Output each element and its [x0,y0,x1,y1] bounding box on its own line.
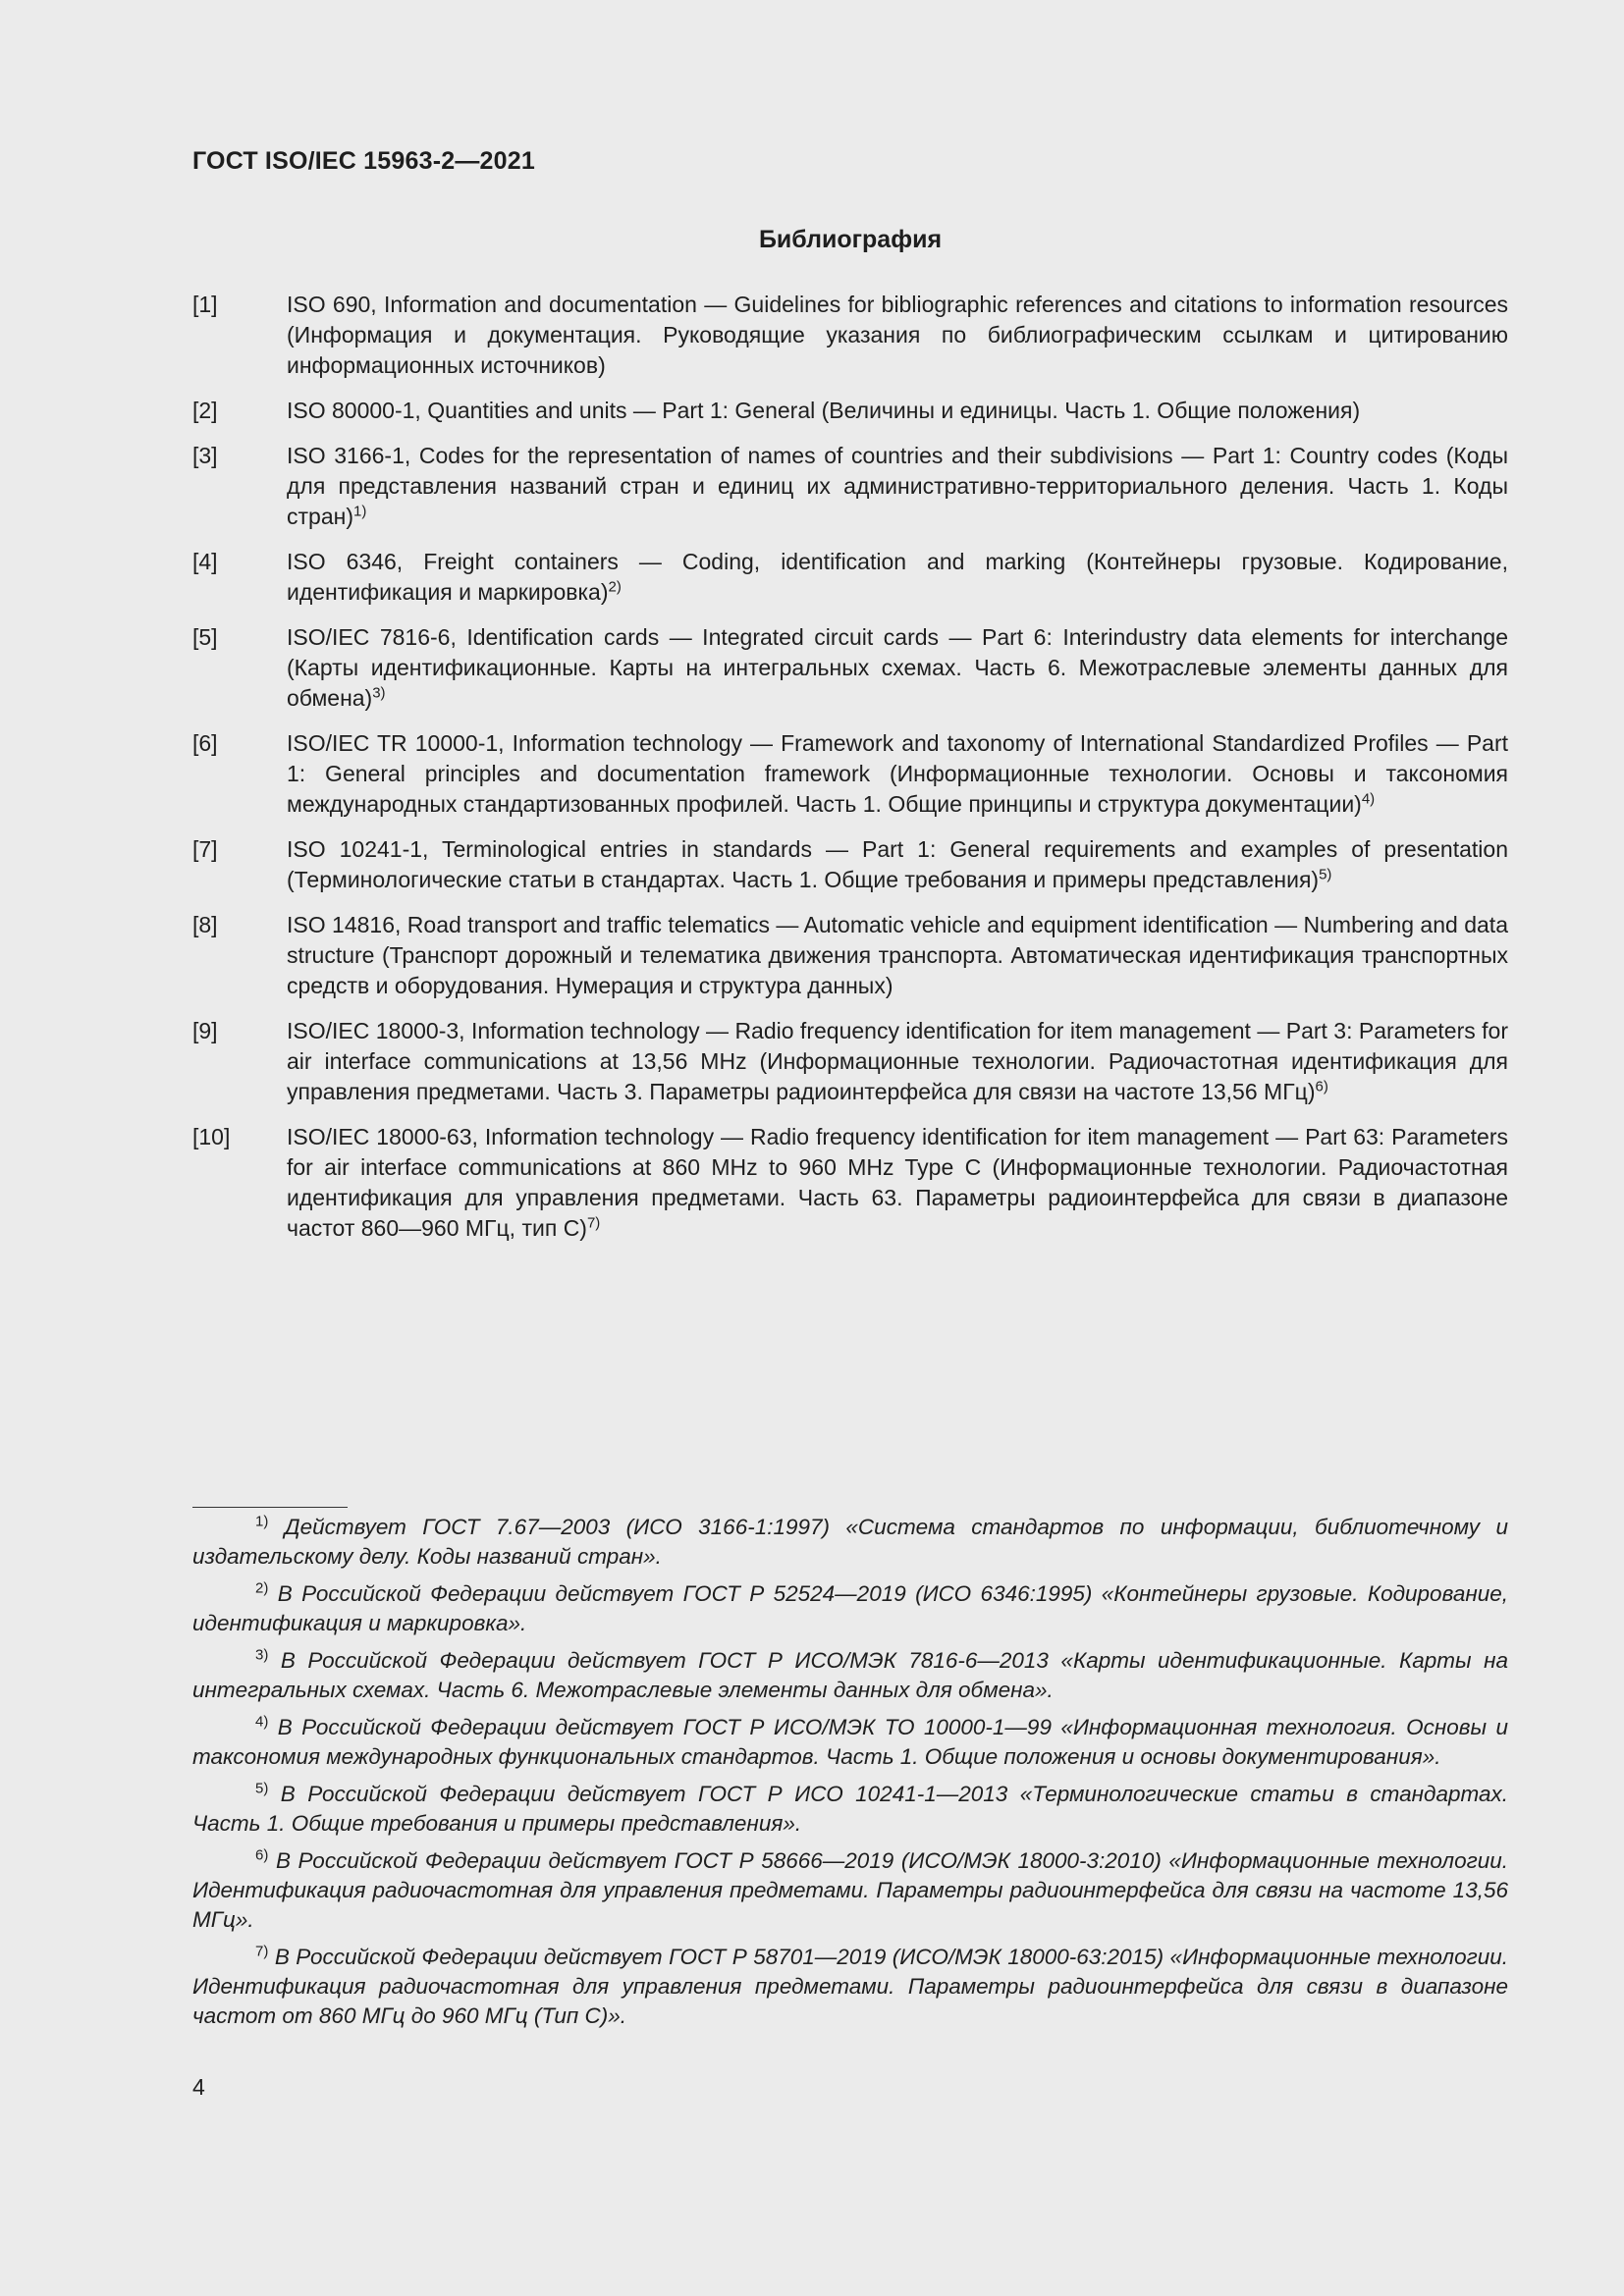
footnote-mark: 4) [255,1713,269,1731]
footnote-ref: 7) [586,1214,601,1232]
footnote-mark: 6) [255,1846,269,1864]
footnote-mark: 5) [255,1780,269,1797]
entry-text [287,441,1508,532]
section-title: Библиография [758,226,943,253]
bibliography-list [192,290,1508,1258]
footnote-text: Действует ГОСТ 7.67—2003 (ИСО 3166-1:1997) «Система стандартов по информации, библиотечному и издательскому делу. Коды названий стран». [192,1515,1508,1569]
entry-body: ISO/IEC 18000-63, Information technology — Radio frequency identification for item management — Part 63: Parameters for air interface communications at 860 MHz to 960 MHz Type C (Информационные технологии. Радиочастотная идентификация для управления предметами. Часть 63. Параметры радиоинтерфейса для связи в диапазоне частот 860—960 МГц, тип С) [287,1124,1508,1241]
entry-text [287,290,1508,381]
entry-text [287,1122,1508,1244]
footnote-ref: 6) [1315,1078,1328,1095]
entry-number: [7] [192,836,218,862]
footnote [192,1846,1508,1935]
footnote-text: В Российской Федерации действует ГОСТ Р 58701—2019 (ИСО/МЭК 18000-63:2015) «Информационные технологии. Идентификация радиочастотная для управления предметами. Параметры радиоинтерфейса для связи в диапазоне частот от 860 МГц до 960 МГц (Тип С)». [192,1945,1508,2028]
entry-body: ISO 14816, Road transport and traffic telematics — Automatic vehicle and equipment identification — Numbering and data structure (Транспорт дорожный и телематика движения транспорта. Автоматическая идентификация транспортных средств и оборудования. Нумерация и структура данных) [287,912,1508,998]
bibliography-entry [192,396,1508,426]
bibliography-entry [192,290,1508,381]
footnote-text: В Российской Федерации действует ГОСТ Р 52524—2019 (ИСО 6346:1995) «Контейнеры грузовые. Кодирование, идентификация и маркировка». [192,1581,1508,1635]
bibliography-entry [192,441,1508,532]
footnote-mark: 2) [255,1579,269,1597]
entry-body: ISO 80000-1, Quantities and units — Part 1: General (Величины и единицы. Часть 1. Общие положения) [287,398,1361,423]
footnote [192,1780,1508,1839]
bibliography-entry [192,728,1508,820]
entry-text [287,1016,1508,1107]
footnote-text: В Российской Федерации действует ГОСТ Р ИСО 10241-1—2013 «Терминологические статьи в стандартах. Часть 1. Общие требования и примеры представления». [192,1782,1508,1836]
footnote [192,1579,1508,1638]
bibliography-entry [192,1016,1508,1107]
entry-text [287,834,1508,895]
document-header: ГОСТ ISO/IEC 15963-2—2021 [192,147,535,175]
footnote-ref: 5) [1319,866,1332,883]
footnote-ref: 2) [608,578,622,596]
entry-body: ISO/IEC TR 10000-1, Information technology — Framework and taxonomy of International Standardized Profiles — Part 1: General principles and documentation framework (Информационные технологии. Основы и таксономия международных стандартизованных профилей. Часть 1. Общие принципы и структура документации) [287,730,1508,817]
entry-text [287,396,1508,426]
entry-text [287,622,1508,714]
footnote-ref: 3) [372,684,386,702]
entry-body: ISO 10241-1, Terminological entries in standards — Part 1: General requirements and examples of presentation (Терминологические статьи в стандартах. Часть 1. Общие требования и примеры представления) [287,836,1508,892]
entry-number: [1] [192,292,218,317]
bibliography-entry [192,1122,1508,1244]
footnote-ref: 1) [352,503,367,520]
footnote-mark: 1) [255,1513,269,1530]
entry-text [287,728,1508,820]
entry-number: [4] [192,549,218,574]
entry-number: [10] [192,1124,231,1149]
footnote-mark: 7) [255,1943,269,1960]
entry-body: ISO 690, Information and documentation — Guidelines for bibliographic references and citations to information resources (Информация и документация. Руководящие указания по библиографическим ссылкам и цитированию информационных источников) [287,292,1508,378]
footnote [192,1713,1508,1772]
bibliography-entry [192,834,1508,895]
entry-body: ISO/IEC 7816-6, Identification cards — Integrated circuit cards — Part 6: Interindustry data elements for interchange (Карты идентификационные. Карты на интегральных схемах. Часть 6. Межотраслевые элементы данных для обмена) [287,624,1508,711]
entry-number: [2] [192,398,218,423]
footnote [192,1943,1508,2031]
footnote [192,1646,1508,1705]
entry-number: [8] [192,912,218,937]
footnote-text: В Российской Федерации действует ГОСТ Р 58666—2019 (ИСО/МЭК 18000-3:2010) «Информационные технологии. Идентификация радиочастотная для управления предметами. Параметры радиоинтерфейса для связи на частоте 13,56 МГц». [192,1848,1508,1932]
entry-text [287,547,1508,608]
footnote-ref: 4) [1361,790,1376,808]
entry-number: [6] [192,730,218,756]
footnote-text: В Российской Федерации действует ГОСТ Р ИСО/МЭК ТО 10000-1—99 «Информационная технология. Основы и таксономия международных функциональных стандартов. Часть 1. Общие положения и основы документирования». [192,1715,1508,1769]
entry-text [287,910,1508,1001]
entry-number: [3] [192,443,218,468]
footnote [192,1513,1508,1572]
page-number: 4 [192,2074,205,2100]
entry-body: ISO 6346, Freight containers — Coding, identification and marking (Контейнеры грузовые. Кодирование, идентификация и маркировка) [287,549,1508,605]
footnotes [192,1513,1508,2039]
entry-body: ISO 3166-1, Codes for the representation of names of countries and their subdivisions — Part 1: Country codes (Коды для представления названий стран и единиц их административно-территориального деления. Часть 1. Коды стран) [287,443,1508,529]
footnote-text: В Российской Федерации действует ГОСТ Р ИСО/МЭК 7816-6—2013 «Карты идентификационные. Карты на интегральных схемах. Часть 6. Межотраслевые элементы данных для обмена». [192,1648,1508,1702]
footnote-divider [192,1507,348,1508]
entry-number: [5] [192,624,218,650]
bibliography-entry [192,622,1508,714]
bibliography-entry [192,910,1508,1001]
entry-number: [9] [192,1018,218,1043]
footnote-mark: 3) [255,1646,269,1664]
entry-body: ISO/IEC 18000-3, Information technology — Radio frequency identification for item management — Part 3: Parameters for air interface communications at 13,56 MHz (Информационные технологии. Радиочастотная идентификация для управления предметами. Часть 3. Параметры радиоинтерфейса для связи на частоте 13,56 МГц) [287,1018,1508,1104]
bibliography-entry [192,547,1508,608]
